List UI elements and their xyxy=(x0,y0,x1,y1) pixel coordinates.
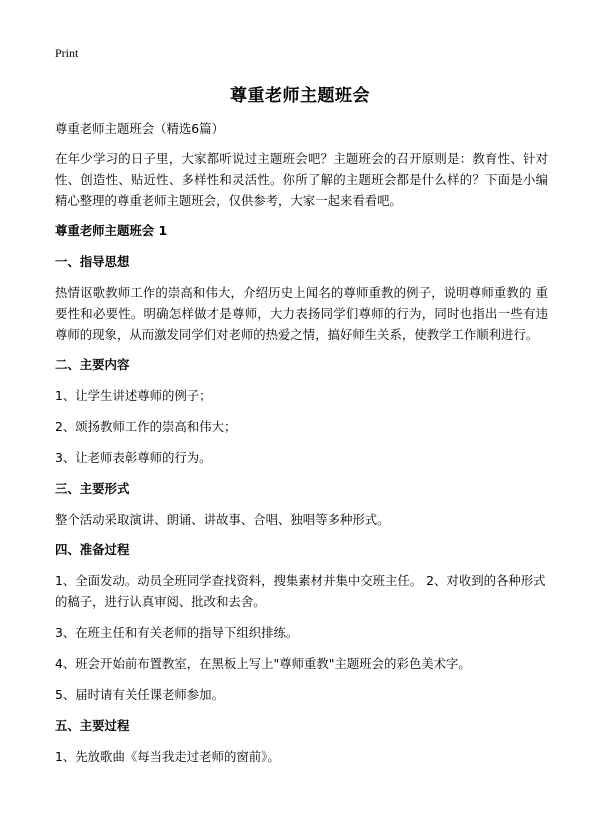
section-paragraph-guiding-ideology: 热情讴歌教师工作的崇高和伟大，介绍历史上闻名的尊师重教的例子，说明尊师重教的 重要性和必要性。明确怎样做才是尊师，大力表扬同学们尊师的行为，同时也指出一些有违尊师的现象，从而激发同学们对老师的热爱之情，搞好师生关系，使教学工作顺利进行。 xyxy=(55,285,548,342)
section-heading-preparation: 四、准备过程 xyxy=(55,542,130,557)
section-heading-main-form: 三、主要形式 xyxy=(55,481,130,496)
section-heading-main-process: 五、主要过程 xyxy=(55,718,130,733)
list-item: 3、在班主任和有关老师的指导下组织排练。 xyxy=(55,625,299,640)
intro-paragraph: 在年少学习的日子里，大家都听说过主题班会吧？主题班会的召开原则是：教育性、针对性、创造性、贴近性、多样性和灵活性。你所了解的主题班会都是什么样的？下面是小编精心整理的尊重老师主题班会，仅供参考，大家一起来看看吧。 xyxy=(55,151,548,208)
list-item: 3、让老师表彰尊师的行为。 xyxy=(55,450,212,465)
list-item: 5、届时请有关任课老师参加。 xyxy=(55,687,224,702)
list-item: 1、先放歌曲《每当我走过老师的窗前》。 xyxy=(55,749,280,764)
document-subtitle: 尊重老师主题班会（精选6篇） xyxy=(55,121,224,136)
section-heading-main-content: 二、主要内容 xyxy=(55,357,130,372)
section-heading-guiding-ideology: 一、指导思想 xyxy=(55,254,130,269)
list-item: 1、全面发动。动员全班同学查找资料，搜集素材并集中交班主任。 2、对收到的各种形式的稿子，进行认真审阅、批改和去舍。 xyxy=(55,573,546,609)
list-item: 1、让学生讲述尊师的例子； xyxy=(55,388,212,403)
print-link[interactable]: Print xyxy=(55,46,79,60)
list-item: 4、班会开始前布置教室，在黑板上写上"尊师重教"主题班会的彩色美术字。 xyxy=(55,656,471,671)
document-title: 尊重老师主题班会 xyxy=(230,86,370,106)
article-heading: 尊重老师主题班会 1 xyxy=(55,223,168,238)
list-item: 2、颂扬教师工作的崇高和伟大； xyxy=(55,419,237,434)
document-body xyxy=(55,118,548,777)
section-paragraph-main-form: 整个活动采取演讲、朗诵、讲故事、合唱、独唱等多种形式。 xyxy=(55,512,390,527)
